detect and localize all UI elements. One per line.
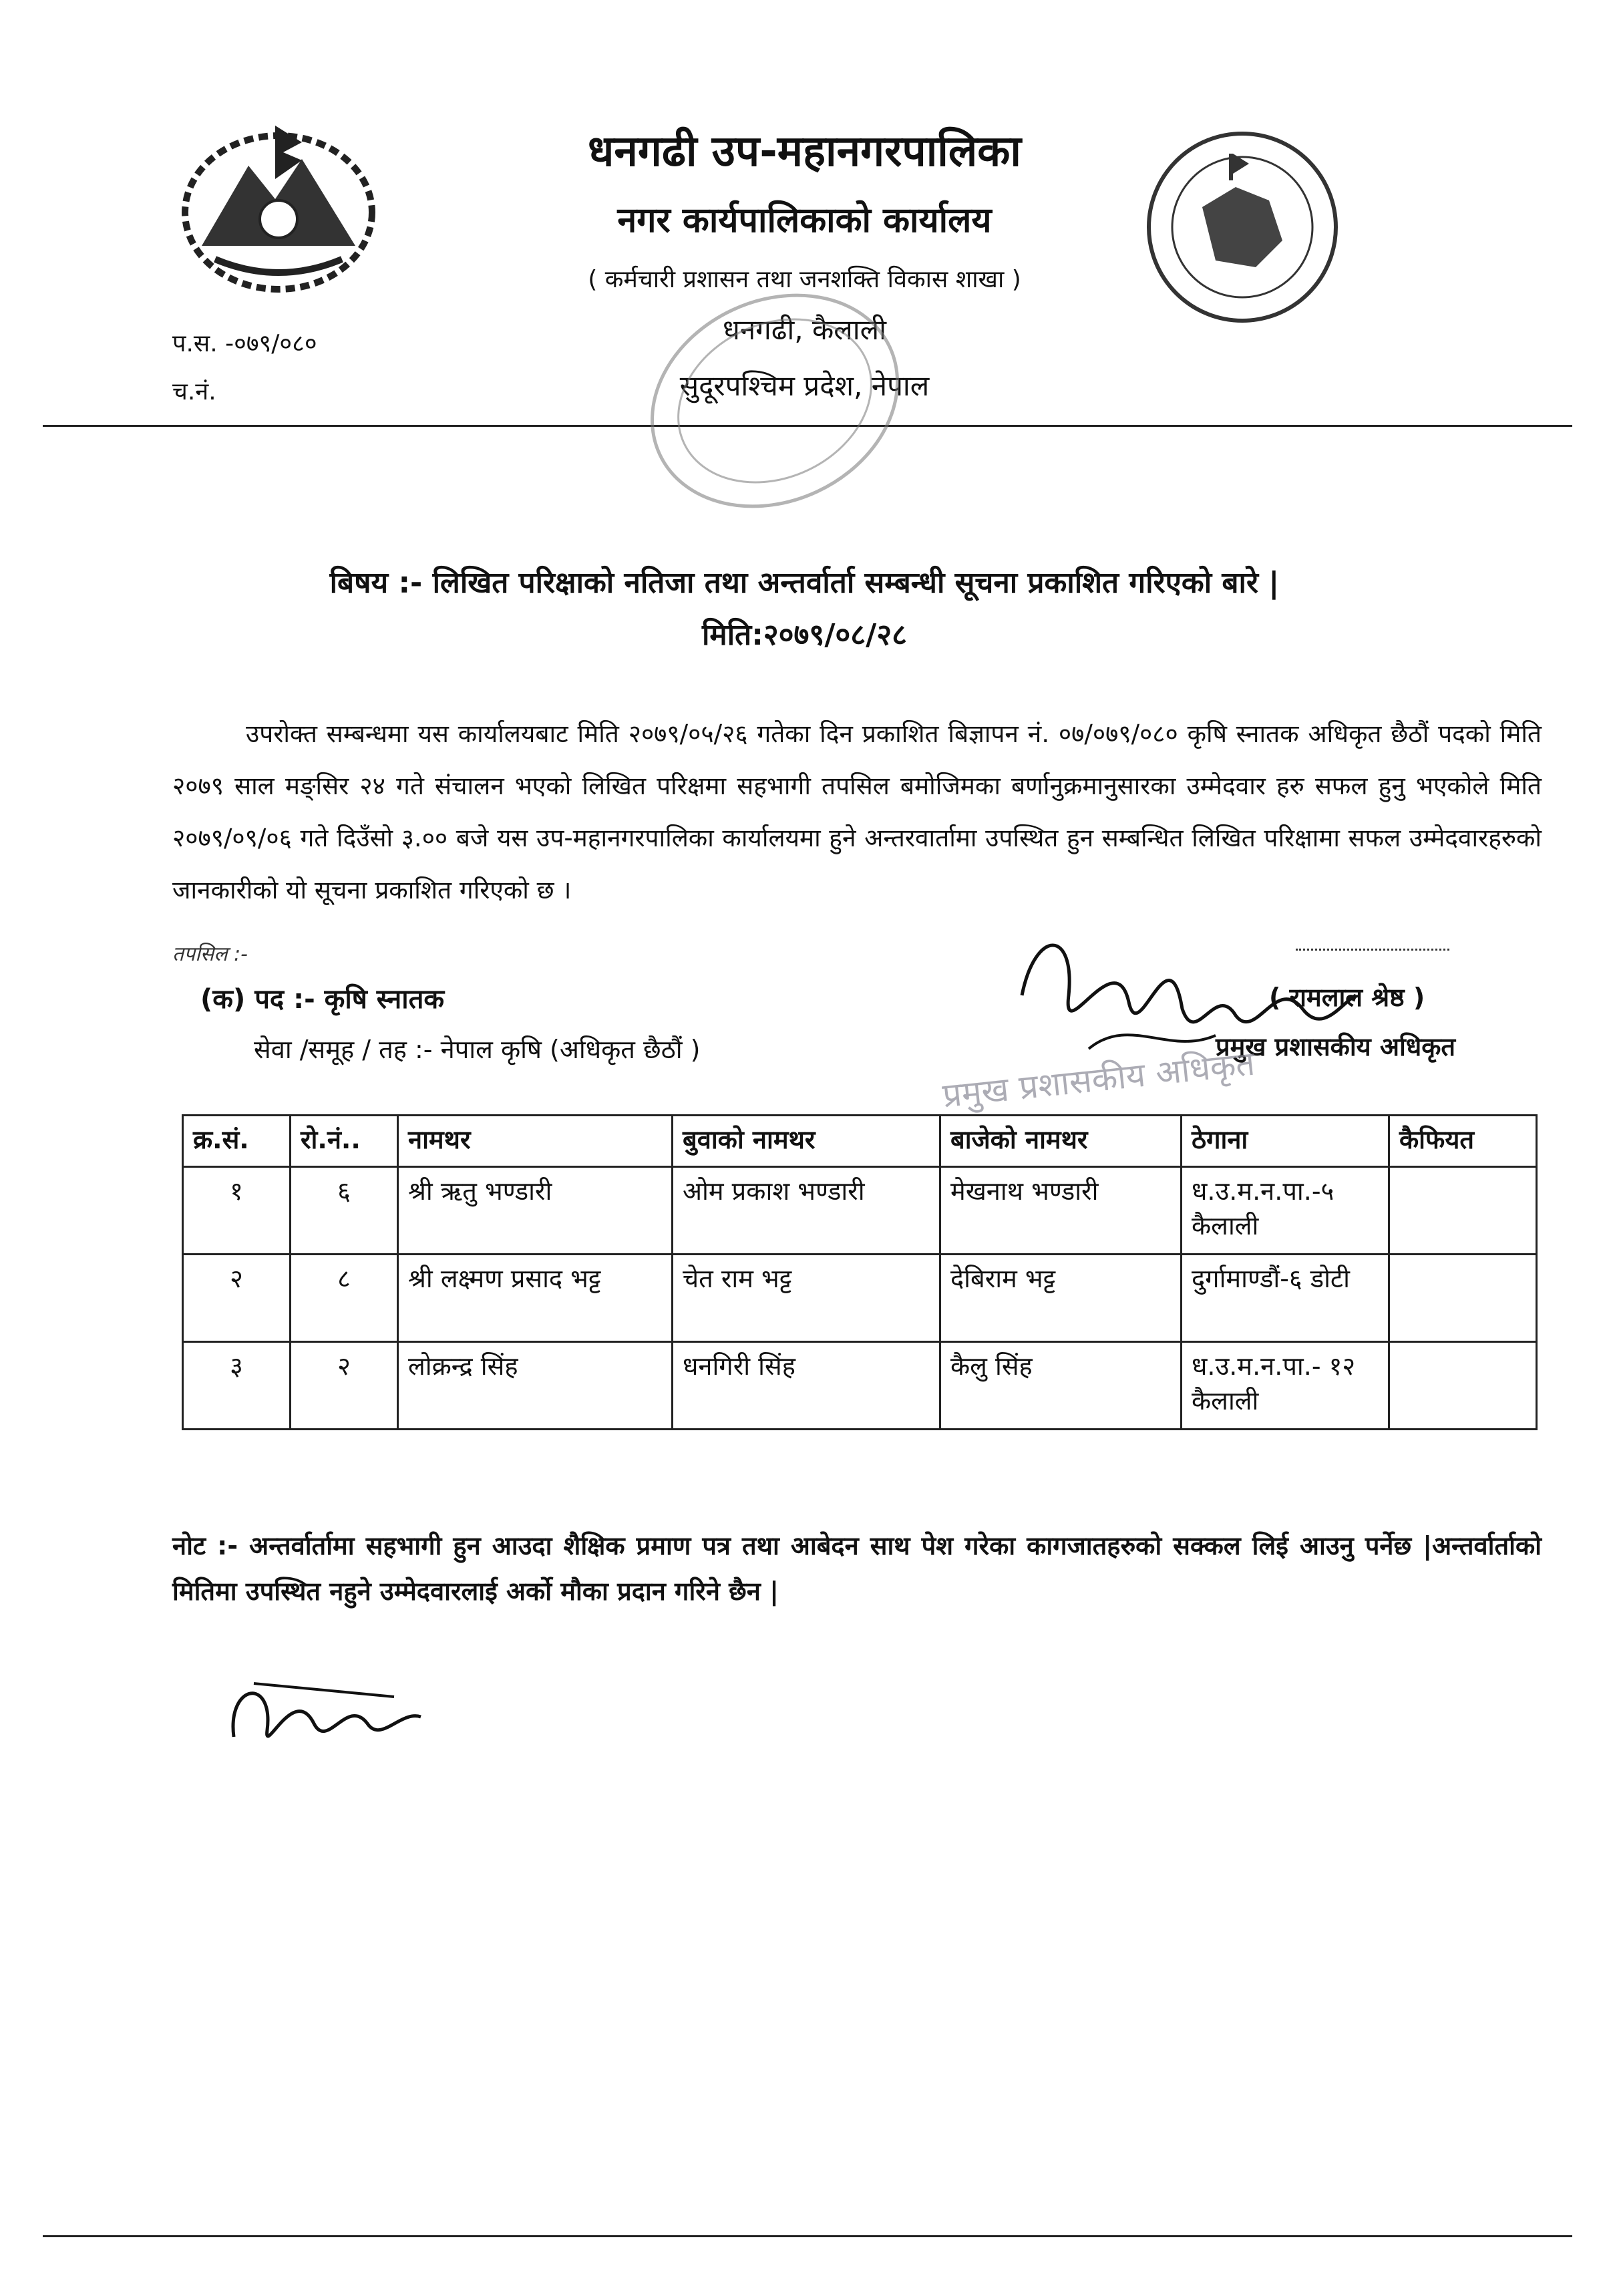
col-serial-header: क्र.सं. (183, 1116, 291, 1167)
dispatch-number: च.नं. (172, 378, 216, 405)
signatory-name: ( रामलाल श्रेष्ठ ) (1269, 983, 1425, 1012)
col-grandfather-header: बाजेको नामथर (940, 1116, 1182, 1167)
table-row (183, 1255, 1537, 1342)
table-header-row (183, 1116, 1537, 1167)
cell-serial: २ (183, 1255, 291, 1342)
post-name: (क) पद :- कृषि स्नातक (200, 984, 445, 1015)
cell-address: ध.उ.म.न.पा.-५ कैलाली (1182, 1167, 1389, 1255)
results-table (182, 1114, 1538, 1430)
office-name: नगर कार्यपालिकाको कार्यालय (617, 200, 992, 240)
col-roll-header: रो.नं.. (291, 1116, 398, 1167)
notice-subject: बिषय :- लिखित परिक्षाको नतिजा तथा अन्तर्वार्ता सम्बन्धी सूचना प्रकाशित गरिएको बारे | (329, 566, 1280, 600)
cell-address: दुर्गामाण्डौं-६ डोटी (1182, 1255, 1389, 1342)
branch-name: ( कर्मचारी प्रशासन तथा जनशक्ति विकास शाखा ) (588, 266, 1021, 293)
col-name-header: नामथर (398, 1116, 673, 1167)
cell-serial: ३ (183, 1342, 291, 1430)
cell-roll: ६ (291, 1167, 398, 1255)
designation-stamp: प्रमुख प्रशासकीय अधिकृत (940, 1043, 1257, 1116)
cell-name: लोक्रन्द्र सिंह (398, 1342, 673, 1430)
cell-remarks (1389, 1342, 1537, 1430)
office-location: धनगढी, कैलाली (723, 313, 886, 346)
cell-name: श्री ऋतु भण्डारी (398, 1167, 673, 1255)
cell-remarks (1389, 1167, 1537, 1255)
cell-grandfather: देबिराम भट्ट (940, 1255, 1182, 1342)
signature-line (1296, 949, 1449, 951)
office-stamp-icon (635, 287, 915, 514)
notice-note: नोट :- अन्तर्वार्तामा सहभागी हुन आउदा शैक्षिक प्रमाण पत्र तथा आबेदन साथ पेश गरेका कागजातहरुको सक्कल लिई आउनु पर्नेछ |अन्तर्वार्ताको मितिमा उपस्थित नहुने उम्मेदवारलाई अर्को मौका प्रदान गरिने छैन | (172, 1531, 1542, 1606)
table-row (183, 1167, 1537, 1255)
col-address-header: ठेगाना (1182, 1116, 1389, 1167)
cell-father: धनगिरी सिंह (673, 1342, 940, 1430)
signatory-title: प्रमुख प्रशासकीय अधिकृत (1216, 1032, 1456, 1061)
notice-date: मिति:२०७९/०८/२८ (702, 618, 907, 652)
col-remarks-header: कैफियत (1389, 1116, 1537, 1167)
cell-serial: १ (183, 1167, 291, 1255)
notice-body: उपरोक्त सम्बन्धमा यस कार्यालयबाट मिति २०७९/०५/२६ गतेका दिन प्रकाशित बिज्ञापन नं. ०७/०७९/०८० कृषि स्नातक अधिकृत छैठौं पदको मिति २०७९ साल मङ्सिर २४ गते संचालन भएको लिखित परिक्षमा सहभागी तपसिल बमोजिमका बर्णानुक्रमानुसारका उम्मेदवार हरु सफल हुनु भएकोले मिति २०७९/०९/०६ गते दिउँसो ३.०० बजे यस उप-महानगरपालिका कार्यालयमा हुने अन्तरवार्तामा उपस्थित हुन सम्बन्धित लिखित परिक्षामा सफल उम्मेदवारहरुको जानकारीको यो सूचना प्रकाशित गरिएको छ । (172, 719, 1542, 905)
table-row (183, 1342, 1537, 1430)
cell-roll: २ (291, 1342, 398, 1430)
details-label: तपसिल :- (172, 943, 248, 966)
cell-grandfather: मेखनाथ भण्डारी (940, 1167, 1182, 1255)
municipality-name: धनगढी उप-महानगरपालिका (588, 127, 1021, 176)
cell-name: श्री लक्ष्मण प्रसाद भट्ट (398, 1255, 673, 1342)
cell-address: ध.उ.म.न.पा.- १२ कैलाली (1182, 1342, 1389, 1430)
cell-remarks (1389, 1255, 1537, 1342)
cell-father: ओम प्रकाश भण्डारी (673, 1167, 940, 1255)
service-group-level: सेवा /समूह / तह :- नेपाल कृषि (अधिकृत छैठौं ) (254, 1035, 701, 1064)
cell-grandfather: कैलु सिंह (940, 1342, 1182, 1430)
office-province: सुदूरपश्चिम प्रदेश, नेपाल (679, 369, 930, 402)
col-father-header: बुवाको नामथर (673, 1116, 940, 1167)
footer-divider (43, 2235, 1572, 2237)
cell-father: चेत राम भट्ट (673, 1255, 940, 1342)
cell-roll: ८ (291, 1255, 398, 1342)
fiscal-year-reference: प.स. -०७९/०८० (172, 330, 317, 357)
initials-signature-icon (214, 1657, 434, 1764)
